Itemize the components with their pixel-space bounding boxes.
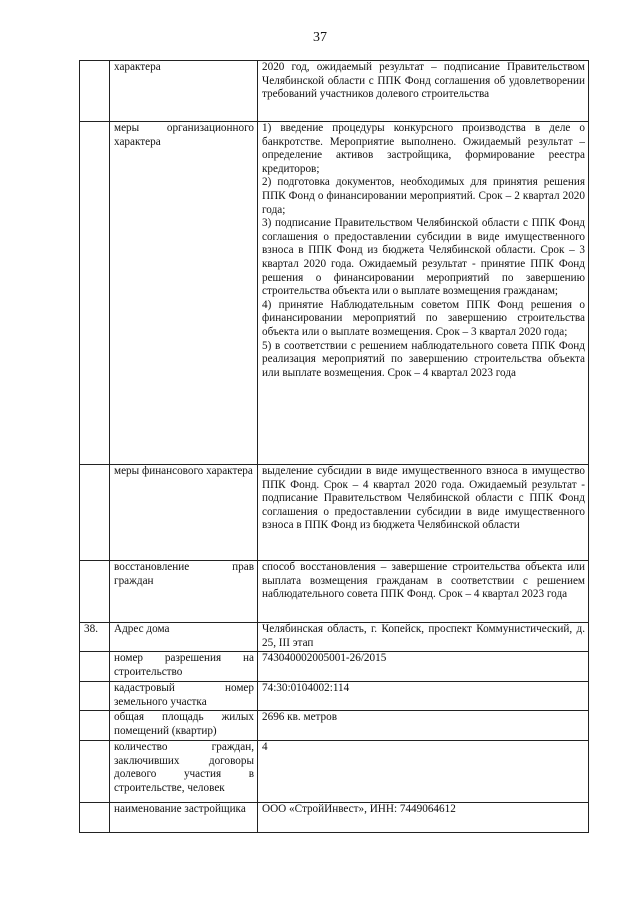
row-label: характера bbox=[110, 61, 258, 122]
table-row bbox=[80, 61, 589, 122]
measure-item: 2) подготовка документов, необходимых для принятия решения ППК Фонд о финансировании мероприятий. Срок – 2 квартал 2020 года; bbox=[262, 176, 585, 216]
row-label: наименование застройщика bbox=[110, 803, 258, 833]
row-label: меры финансового характера bbox=[110, 465, 258, 561]
row-value: способ восстановления – завершение строительства объекта или выплата возмещения гражданам в соответствии с решением наблюдательного совета ППК Фонд. Срок – 4 квартал 2023 года bbox=[258, 561, 589, 623]
row-label: меры организационного характера bbox=[110, 122, 258, 465]
table-row bbox=[80, 122, 589, 465]
table-row bbox=[80, 561, 589, 623]
measure-item: 1) введение процедуры конкурсного производства в деле о банкротстве. Мероприятие выполнено. Ожидаемый результат – определение активов застройщика, формирование реестра кредиторов; bbox=[262, 122, 585, 175]
row-label: восстановление прав граждан bbox=[110, 561, 258, 623]
row-value: 4 bbox=[258, 741, 589, 803]
row-label: номер разрешения на строительство bbox=[110, 652, 258, 682]
row-number bbox=[80, 61, 110, 122]
measure-item: 4) принятие Наблюдательным советом ППК Фонд решения о финансировании мероприятий по завершению строительства объекта или о выплате возмещения. Срок – 3 квартал 2020 года; bbox=[262, 298, 585, 338]
row-value: 743040002005001-26/2015 bbox=[258, 652, 589, 682]
table-row bbox=[80, 711, 589, 741]
row-number bbox=[80, 803, 110, 833]
table-row bbox=[80, 803, 589, 833]
row-value: ООО «СтройИнвест», ИНН: 7449064612 bbox=[258, 803, 589, 833]
table-row bbox=[80, 652, 589, 682]
row-number bbox=[80, 561, 110, 623]
row-number bbox=[80, 682, 110, 711]
row-value: 74:30:0104002:114 bbox=[258, 682, 589, 711]
page-number: 37 bbox=[313, 30, 327, 45]
row-value bbox=[258, 122, 589, 465]
row-number bbox=[80, 122, 110, 465]
row-number bbox=[80, 465, 110, 561]
table-row bbox=[80, 465, 589, 561]
row-label: количество граждан, заключивших договоры долевого участия в строительстве, человек bbox=[110, 741, 258, 803]
document-table bbox=[79, 60, 589, 833]
row-label: кадастровый номер земельного участка bbox=[110, 682, 258, 711]
row-number: 38. bbox=[80, 623, 110, 652]
row-label: общая площадь жилых помещений (квартир) bbox=[110, 711, 258, 741]
row-label: Адрес дома bbox=[110, 623, 258, 652]
row-number bbox=[80, 652, 110, 682]
table-row bbox=[80, 741, 589, 803]
row-value: Челябинская область, г. Копейск, проспект Коммунистический, д. 25, III этап bbox=[258, 623, 589, 652]
table-row bbox=[80, 623, 589, 652]
table-row bbox=[80, 682, 589, 711]
row-number bbox=[80, 741, 110, 803]
row-value: 2020 год, ожидаемый результат – подписание Правительством Челябинской области с ППК Фонд соглашения об удовлетворении требований участников долевого строительства bbox=[258, 61, 589, 122]
row-value: выделение субсидии в виде имущественного взноса в имущество ППК Фонд. Срок – 4 квартал 2020 года. Ожидаемый результат - подписание Правительством Челябинской области с ППК Фонд соглашения о предоставлении субсидии в виде имущественного взноса в ППК Фонд из бюджета Челябинской области bbox=[258, 465, 589, 561]
row-number bbox=[80, 711, 110, 741]
measure-item: 3) подписание Правительством Челябинской области с ППК Фонд соглашения о предоставлении субсидии в виде имущественного взноса в ППК Фонд из бюджета Челябинской области. Срок – 3 квартал 2020 года. Ожидаемый результат - принятие ППК Фонд решения о финансировании мероприятий по завершению строительства объекта или о выплате возмещения гражданам; bbox=[262, 217, 585, 298]
row-value: 2696 кв. метров bbox=[258, 711, 589, 741]
measure-item: 5) в соответствии с решением наблюдательного совета ППК Фонд реализация мероприятий по завершению строительства объекта или выплате возмещения. Срок – 4 квартал 2023 года bbox=[262, 339, 585, 379]
